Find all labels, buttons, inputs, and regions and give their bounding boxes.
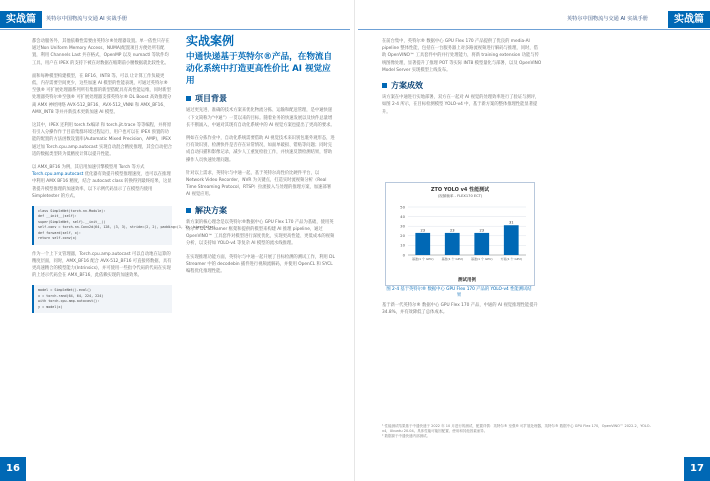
page-number-left: 16 <box>0 457 26 481</box>
section-tag-right: 实战篇 <box>668 11 710 28</box>
middle-column <box>186 34 336 281</box>
heading-solution <box>186 207 336 214</box>
x-tick-label: 基准(1 个 GPU) <box>412 257 434 261</box>
code-line: model = SimpleNet().eval() <box>38 288 92 293</box>
y-tick-label: 20 <box>400 233 405 239</box>
y-tick-label: 40 <box>400 213 405 219</box>
paragraph: 作为一个上下文管理器，Torch.cpu.amp.autocast 可以自动地在运算的精度层面，同时，AMX_BF16 配合 AVX-512_BF16 可直接将数据，具有更高速精合的模型能力(Intrinsics)，并可使用一些指令代码的代码在实现的上述示代码会在 AMX_BF16，此依赖实现的加速效果。 <box>32 251 172 279</box>
bar-value-label: 23 <box>420 228 426 233</box>
paragraph: 在实现推理功能方面，英特尔与中通一起开展了目标检测的测试工作，利用 DL Streamer 中的 decodebin 插件进行视频流解码，并使用 OpenCL 和 SYCL 编程优化推理性能。 <box>186 254 335 275</box>
bar <box>474 233 489 255</box>
paragraph: 面和每种模型构建模型，在 BF16、INT8 等。可以 让计算工作负载更低，内存需要空间更少，这些加速 AI 模型的性能表现，可通过英特尔®至强® 可扩展处理器系列所有集群的新型搭配具有高性能运维，同时新型处理器英特尔®至强® 可扩展处理器支撑英特尔® DL Boost 高效推理分离 AMX 神经网络 AVX-512_BF16、AVX-512_VNNI 和 AMX_BF16、AMX_INT8 等并并新技术更新加速 AI 模型。 <box>32 73 172 115</box>
footnote-text: ² 数据源于中通快递内部测试。 <box>382 434 431 439</box>
x-tick-label: 基准(1 个 GPU) <box>441 257 463 261</box>
bar-value-label: 31 <box>508 220 514 225</box>
y-tick-label: 0 <box>402 252 405 258</box>
bar-chart <box>386 183 534 285</box>
chart-title: ZTO YOLO v4 性能测试 <box>430 187 490 193</box>
x-tick-label: 方案(1 个 GPU) <box>500 257 522 261</box>
paragraph: 基于新一代英特尔® 数据中心 GPU Flex 170 产品，中通的 AI 视觉推理性能提升 34.8%，并有效降低了总体成本。 <box>382 303 538 316</box>
y-tick-label: 50 <box>400 204 405 210</box>
x-axis-label: 测试用例 <box>458 278 476 283</box>
paragraph <box>32 164 172 200</box>
paragraph: 新方案的核心理念是以英特尔®数据中心 GPU Flex 170 产品为基础，使用英特尔® DL Streamer 框架和提供的模型来构建 AI 推理 pipeline，通过 OpenVINO™ 工具套件对模型进行深度优化，实现更高性能、更低成本的视频分析，以支持如 YOLO-v4 等复杂 AI 模型的流水线推理。 <box>186 219 335 247</box>
heading-results <box>382 82 542 89</box>
code-block <box>32 285 172 313</box>
heading-text: 解决方案 <box>195 205 227 215</box>
code-line: class SimpleNet(torch.nn.Module): <box>38 209 106 214</box>
page-spine <box>354 0 355 481</box>
heading-background <box>186 95 336 102</box>
code-line: super(SimpleNet, self).__init__() <box>38 219 106 224</box>
bar-value-label: 23 <box>449 228 455 233</box>
square-bullet-icon <box>186 208 191 213</box>
paragraph: 针对以上需求，英特尔与中通一起，基于英特尔高性价比硬件平台，以 Network Video Recorder，NVR 为关键点，打造实时流视频分析（Real Time Streaming Protocol，RTSP）拉流接入与处理的推理方案，加速部署 AI 视觉应用。 <box>186 170 332 198</box>
code-line: def forward(self, x): <box>38 230 81 235</box>
header-rule-right <box>358 29 710 30</box>
right-column-bottom <box>382 302 542 322</box>
chart-frame <box>385 182 535 286</box>
code-line: x = torch.rand(64, 64, 224, 224) <box>38 293 104 298</box>
y-tick-label: 10 <box>400 242 405 248</box>
square-bullet-icon <box>382 83 387 88</box>
paragraph: 这其中，IPEX 还利用 torch.fx编译 和 torch.jit.trace 等等编程，并将原有引入分操作作于目前集群环境过程运行，用户也可以在 IPEX 预置的功能的配置的方法函数设置库(Automatic Mixed Precision，AMP)，IPEX 通过加 Torch.cpu.amp.autocast 实现自动混合精度推理，其会自动把合适的数据类型转为低精度计算以提升性能。 <box>32 123 172 157</box>
paragraph: 都会动服务外，其他依赖性需要由英特尔®处理器设置。单一依性只存在通过Non Uniform Memory Access，NUMA)配置项目方便处所有配置，利用 Channels Last 共存格式，OpenMP 以及 numactl 等软件均工具，用户在 IPEX 的支持下被在对数据在缩期前小腰数据就比较性化。 <box>32 39 170 66</box>
x-tick-label: 基准(1 个 GPU) <box>471 257 493 261</box>
figure-caption: 图 2-4 基于英特尔® 数据中心 GPU Flex 170 产品的 YOLO-v4 性能测试结果 <box>386 287 532 298</box>
code-line: with torch.cpu.amp.autocast(): <box>38 299 100 304</box>
case-subtitle: 中通快递基于英特尔®产品，在物流自动化系统中打造更高性价比 AI 视觉应用 <box>186 52 333 87</box>
paragraph: 例如在分拣作业中，自动化系统需要借助 AI 视觉技术来识别包裹外观形态，进行有效识别，检测快件是否存在异常情况，如面单破损、错贴等问题；同时完成自动扫描和影像记录，减少人工重复检验工作，并快速反馈检测结果，帮助操作人员快速处理问题。 <box>186 136 335 163</box>
bar <box>445 233 460 255</box>
paragraph-text: 优化器有效提升模型推理速度，也可以在推理中利用 AMX BF16 精度，结合 autocast class 转换得到最终结果，这显著提升模型推理的加速效率，以下示例代码显示了在模型内使用 Simpletester 的方式。 <box>32 172 172 199</box>
chart-subtitle: (视频帧率 - FLEX170 ECT) <box>437 194 483 198</box>
bar <box>415 233 430 255</box>
footnote-text: ¹ 性能测试结果基于中通快递于 2022 年 10 月进行的测试，配置详情：英特尔® 至强® 可扩展处理器，英特尔® 数据中心 GPU Flex 170，OpenVINO™ 2022.2，YOLO-v4，Ubuntu 20.04。具体性能可能因配置、使用和其他因素而异。 <box>382 424 651 434</box>
heading-text: 方案成效 <box>391 81 423 91</box>
code-line: y = model(x) <box>38 304 63 309</box>
code-link[interactable]: Torch.cpu.amp.autocast <box>32 172 84 178</box>
paragraph: 通过更先进、准确的技术方案来优化物流分拣、运输和配送管理，是中通快递（下文简称为“中通”）一贯以来的目标。随着业务的快速发展以及快件总量增长不断涌入，中通对其现有自动化系统中的 AI 视觉方案也提出了更高的要求。 <box>186 108 335 128</box>
header-rule-left <box>0 29 350 30</box>
paragraph-text: 以 AMX_BF16 为例，其启用加速引擎模型用 Torch 等方式 <box>32 165 145 171</box>
section-tag-left: 实战篇 <box>0 11 42 28</box>
code-line: def __init__(self): <box>38 214 77 219</box>
right-column <box>382 38 542 122</box>
bar-value-label: 23 <box>479 228 485 233</box>
running-header-left: 英特尔中国物流与交通 AI 实战手册 <box>46 16 128 22</box>
code-line: return self.conv(x) <box>38 236 77 241</box>
paragraph: 该方案在中通进行实地部署，双方在一起对 AI 视觉的处理效率进行了验证与测评，如图 2-4 所示，在目标检测模型 YOLO-v4 中，基于新方案的整体推理性能显著提升。 <box>382 95 540 115</box>
code-line: self.conv = torch.nn.Conv2d(64, 128, (3, 3), stride=(2, 2), padding=(1, 1), bias=False) <box>38 225 216 230</box>
page-number-right: 17 <box>684 457 710 481</box>
section-title: 实战案例 <box>186 34 235 48</box>
heading-text: 项目背景 <box>195 94 227 104</box>
running-header-right: 英特尔中国物流与交通 AI 实战手册 <box>566 16 648 22</box>
top-bar <box>0 0 710 28</box>
bar <box>504 225 519 255</box>
square-bullet-icon <box>186 96 191 101</box>
y-tick-label: 30 <box>400 223 405 229</box>
footnote <box>382 424 654 440</box>
paragraph: 在前台集中，英特尔® 数据中心 GPU Flex 170 产品提供了优良的 media-AI pipeline 整体性能，包括在一台服务器上对多路流视频进行解码与推理，同时，借助 OpenVINO™ 工具套件中的并行处理能力，将新 training extension 功能与传统图像处理，显著提升了推理 POT 等实际 INT8 模型量化与部署，以及 OpenVINO Model Server 实现模型上线发布。 <box>382 39 542 73</box>
